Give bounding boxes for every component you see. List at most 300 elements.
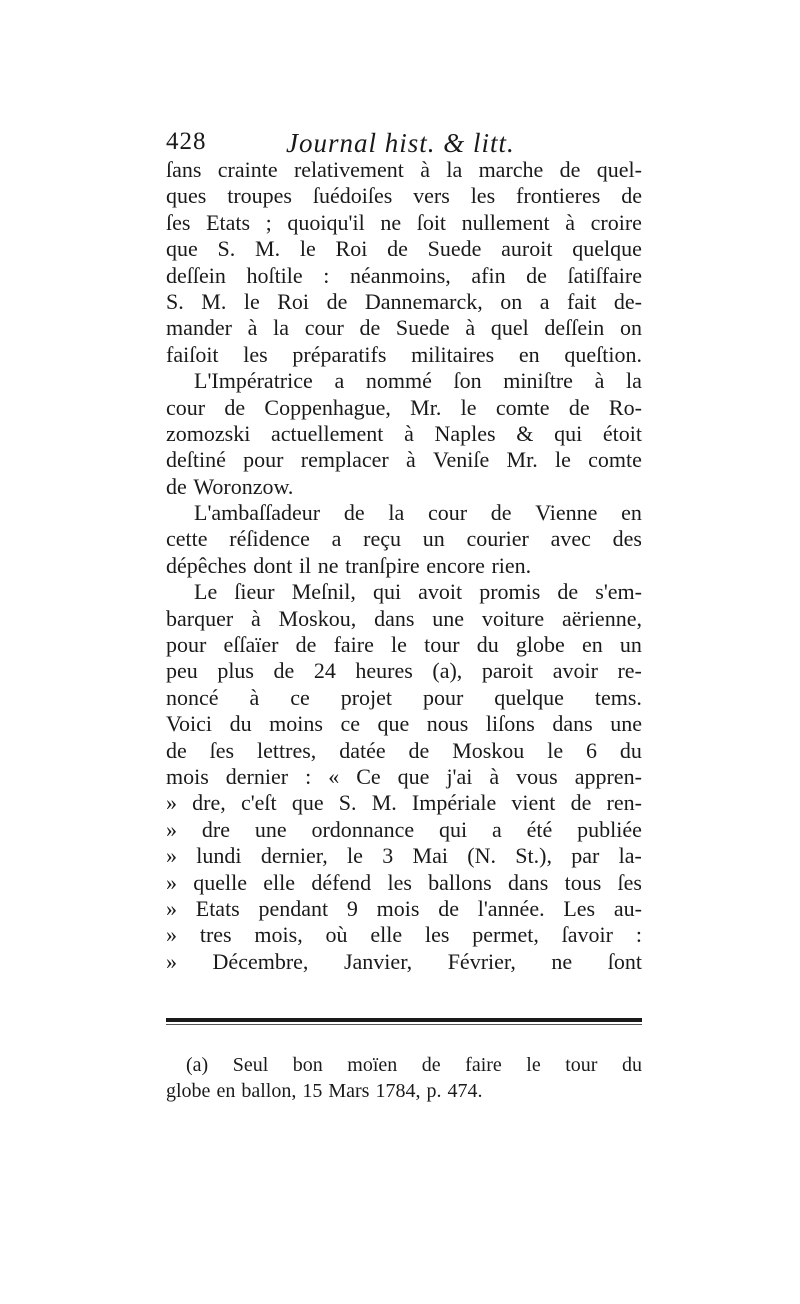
word: datée: [339, 737, 386, 763]
word: miniſtre: [503, 368, 573, 394]
word: Roi: [277, 288, 310, 314]
word: cette: [166, 526, 208, 552]
word: il: [298, 552, 312, 578]
word: Veniſe: [433, 447, 490, 473]
word: de: [526, 262, 547, 288]
word: de: [438, 895, 459, 921]
word: L'Impératrice: [194, 368, 313, 394]
footnote-rule: [166, 1018, 642, 1022]
word: »: [166, 922, 177, 948]
word: (N.: [467, 843, 496, 869]
word: Etats: [195, 895, 240, 921]
word: que: [377, 711, 410, 737]
word: frontieres: [516, 183, 601, 209]
text-line: [166, 236, 642, 262]
word: où: [325, 922, 348, 948]
word: vous: [516, 763, 558, 789]
word: le: [299, 236, 316, 262]
word: Dannemarck,: [364, 288, 483, 314]
word: cour: [304, 315, 344, 341]
word: ordonnance: [311, 816, 415, 842]
word: ſatiſfaire: [567, 262, 642, 288]
text-line: [166, 289, 642, 315]
word: de: [295, 632, 317, 658]
word: étoit: [602, 420, 642, 446]
text-line: [166, 183, 642, 209]
word: lundi: [196, 843, 242, 869]
word: »: [166, 790, 177, 816]
word: aërienne,: [561, 605, 642, 631]
word: ren-: [606, 790, 642, 816]
word: mander: [166, 315, 232, 341]
word: quelque: [494, 684, 564, 710]
quoted-line: [166, 817, 642, 843]
word: »: [166, 948, 177, 974]
word: cour: [427, 500, 468, 526]
word: ſes: [209, 737, 235, 763]
word: à: [420, 157, 431, 182]
word: faire: [333, 632, 374, 658]
word: St.),: [515, 843, 552, 869]
word: reçu: [363, 526, 402, 552]
word: peu: [166, 658, 198, 684]
word: faire: [465, 1054, 502, 1076]
word: en: [216, 1080, 236, 1102]
word: ne: [380, 209, 402, 235]
text-line: [166, 210, 642, 236]
word: à: [594, 368, 605, 394]
word: militaires: [411, 341, 495, 367]
word: deſſein: [544, 315, 605, 341]
word: projet: [340, 684, 393, 710]
word: promis: [479, 579, 541, 605]
word: comte: [495, 394, 550, 420]
word: 1784,: [375, 1080, 421, 1102]
word: le: [347, 843, 363, 869]
word: ſes: [617, 869, 642, 895]
word: avoir: [552, 658, 598, 684]
word: tous: [564, 869, 602, 895]
word: en: [621, 500, 642, 526]
word: quelle: [193, 869, 248, 895]
word: tour: [424, 632, 460, 658]
word: eſſaïer: [223, 632, 279, 658]
word: Naples: [434, 420, 496, 446]
word: c'eſt: [240, 790, 277, 816]
quoted-line: [166, 790, 642, 816]
word: à: [565, 209, 576, 235]
word: (a),: [432, 658, 463, 684]
word: j'ai: [446, 763, 473, 789]
word: de: [166, 737, 187, 763]
word: par: [571, 843, 600, 869]
text-line: [166, 526, 642, 552]
word: Moskou: [452, 737, 525, 763]
word: le: [391, 632, 407, 658]
text-line: [166, 738, 642, 764]
word: la-: [618, 843, 642, 869]
word: barquer: [166, 605, 234, 631]
word: queſtion.: [564, 341, 642, 367]
word: qui: [554, 420, 583, 446]
word: marche: [478, 157, 544, 182]
word: à: [405, 447, 416, 473]
word: S.: [166, 288, 184, 314]
word: »: [166, 843, 177, 869]
word: une: [254, 816, 287, 842]
word: ſavoir: [561, 922, 613, 948]
word: paroit: [481, 658, 534, 684]
word: de: [408, 737, 430, 763]
word: de: [326, 288, 348, 314]
word: ne: [317, 552, 339, 578]
word: la: [446, 157, 463, 182]
word: zomozski: [166, 420, 251, 446]
word: un: [422, 526, 445, 552]
word: la: [388, 500, 405, 526]
word: cour: [166, 394, 206, 420]
word: moïen: [347, 1054, 398, 1076]
word: elle: [370, 922, 403, 948]
text-line: [166, 263, 642, 289]
word: Roi: [335, 236, 368, 262]
word: Ce: [356, 763, 381, 789]
word: ques: [166, 183, 207, 209]
word: re-: [617, 658, 642, 684]
word: a: [539, 288, 550, 314]
word: Décembre,: [212, 948, 309, 974]
word: tres: [199, 922, 232, 948]
word: (a): [186, 1054, 209, 1076]
text-line: [166, 606, 642, 632]
word: qui: [438, 816, 468, 842]
word: été: [526, 816, 553, 842]
word: Suede: [395, 315, 450, 341]
word: »: [166, 816, 177, 842]
word: ſon: [453, 368, 482, 394]
word: dont: [253, 552, 293, 578]
word: Coppenhague,: [264, 394, 391, 420]
word: on: [619, 315, 642, 341]
word: mois: [376, 895, 420, 921]
word: à: [489, 763, 500, 789]
word: quelque: [572, 236, 642, 262]
word: Voici: [166, 711, 213, 737]
word: p.: [426, 1080, 442, 1102]
word: bon: [292, 1054, 323, 1076]
word: 15: [302, 1080, 323, 1102]
footnote-rule-thin: [166, 1024, 642, 1025]
text-line: [166, 315, 642, 341]
word: pour: [422, 684, 464, 710]
word: L'ambaſſadeur: [194, 500, 321, 526]
word: tranſpire: [345, 552, 420, 578]
word: ballon,: [241, 1080, 297, 1102]
word: ſuédoiſes: [312, 183, 393, 209]
text-line: [166, 764, 642, 790]
word: ballons: [428, 869, 492, 895]
word: nullement: [461, 209, 550, 235]
word: quel-: [596, 157, 642, 182]
word: une: [610, 711, 642, 737]
word: du: [476, 632, 499, 658]
word: de-: [613, 288, 642, 314]
word: Woronzow.: [193, 473, 294, 499]
word: liſons: [485, 711, 535, 737]
text-line: [166, 658, 642, 684]
footnote-line: [166, 1078, 642, 1104]
word: a: [334, 368, 345, 394]
word: :: [323, 262, 330, 288]
word: afin: [471, 262, 506, 288]
word: avoit: [418, 579, 463, 605]
word: du: [229, 711, 252, 737]
word: l'année.: [477, 895, 545, 921]
word: les: [243, 341, 268, 367]
paragraph-start-line: [166, 579, 642, 605]
word: ſoit: [416, 209, 447, 235]
text-line: [166, 711, 642, 737]
word: crainte: [217, 157, 278, 182]
word: »: [166, 869, 177, 895]
word: faiſoit: [166, 341, 219, 367]
quoted-line: [166, 843, 642, 869]
word: Mars: [328, 1080, 370, 1102]
word: la: [626, 368, 642, 394]
word: &: [516, 420, 534, 446]
word: on: [500, 288, 523, 314]
word: 6: [586, 737, 598, 763]
word: vient: [511, 790, 556, 816]
word: rien.: [491, 552, 532, 578]
word: publiée: [577, 816, 642, 842]
word: globe: [515, 632, 565, 658]
text-line: [166, 421, 642, 447]
word: à: [247, 315, 258, 341]
word: 474.: [447, 1080, 483, 1102]
word: de: [570, 790, 592, 816]
word: de: [557, 579, 579, 605]
word: le: [547, 737, 564, 763]
word: de: [166, 473, 187, 499]
text-line: [166, 157, 642, 183]
text-line: [166, 632, 642, 658]
text-line: [166, 447, 642, 473]
word: en: [518, 341, 540, 367]
word: dépêches: [166, 552, 247, 578]
word: moins: [269, 711, 323, 737]
word: a: [331, 526, 342, 552]
word: croire: [590, 209, 642, 235]
word: fait: [567, 288, 597, 314]
word: a: [491, 816, 502, 842]
word: globe: [166, 1080, 211, 1102]
word: une: [432, 605, 464, 631]
word: ſans: [166, 157, 202, 182]
word: de: [224, 394, 246, 420]
word: tems.: [594, 684, 642, 710]
word: à: [465, 315, 476, 341]
word: encore: [426, 552, 485, 578]
word: »: [166, 895, 177, 921]
body-text: [166, 157, 642, 975]
word: heures: [355, 658, 413, 684]
word: de: [343, 500, 365, 526]
word: du: [621, 1054, 642, 1076]
word: noncé: [166, 684, 219, 710]
word: en: [581, 632, 603, 658]
word: le: [526, 1054, 541, 1076]
word: néanmoins,: [349, 262, 451, 288]
word: du: [619, 737, 642, 763]
word: deſtiné: [166, 447, 226, 473]
word: la: [273, 315, 289, 341]
word: lettres,: [257, 737, 317, 763]
word: nous: [426, 711, 469, 737]
word: de: [359, 315, 381, 341]
word: mois: [166, 763, 209, 789]
word: à: [249, 684, 260, 710]
word: dre: [201, 816, 230, 842]
word: dernier,: [260, 843, 328, 869]
word: de: [273, 658, 295, 684]
word: un: [619, 632, 642, 658]
word: S.: [338, 790, 357, 816]
word: nommé: [365, 368, 432, 394]
word: de: [490, 500, 512, 526]
page-number: 428: [166, 128, 207, 155]
word: deſſein: [166, 262, 226, 288]
quoted-line: [166, 922, 642, 948]
word: :: [305, 763, 312, 789]
word: comte: [588, 447, 642, 473]
word: tour: [565, 1054, 598, 1076]
word: des: [612, 526, 642, 552]
word: ;: [265, 209, 272, 235]
word: plus: [217, 658, 254, 684]
word: ne: [551, 948, 573, 974]
word: dans: [374, 605, 415, 631]
word: ſes: [166, 209, 191, 235]
word: Seul: [232, 1054, 269, 1076]
word: pendant: [258, 895, 329, 921]
word: s'em-: [595, 579, 642, 605]
word: de: [621, 183, 642, 209]
word: 3: [382, 843, 394, 869]
word: voiture: [481, 605, 545, 631]
word: quoiqu'il: [287, 209, 365, 235]
word: dans: [552, 711, 593, 737]
word: M.: [371, 790, 397, 816]
word: le: [554, 447, 571, 473]
word: Etats: [206, 209, 251, 235]
word: quel: [490, 315, 529, 341]
word: le: [243, 288, 260, 314]
word: permet,: [472, 922, 539, 948]
word: appren-: [574, 763, 642, 789]
word: Suede: [427, 236, 482, 262]
word: Février,: [447, 948, 516, 974]
word: M.: [201, 288, 227, 314]
word: Les: [563, 895, 596, 921]
word: «: [328, 763, 340, 789]
word: S.: [217, 236, 236, 262]
paragraph-end-line: [166, 553, 642, 579]
word: de: [568, 394, 590, 420]
footnote-line: [166, 1052, 642, 1078]
text-line: [166, 395, 642, 421]
word: de: [559, 157, 581, 182]
word: :: [635, 922, 642, 948]
word: Janvier,: [343, 948, 413, 974]
word: Ro-: [608, 394, 642, 420]
word: à: [251, 605, 261, 631]
word: Le: [194, 579, 218, 605]
word: Mr.: [410, 394, 442, 420]
word: 9: [346, 895, 358, 921]
word: hoſtile: [246, 262, 303, 288]
footnote: [166, 1052, 642, 1104]
word: relativement: [293, 157, 404, 182]
word: défend: [311, 869, 372, 895]
word: ce: [290, 684, 310, 710]
word: de: [421, 1054, 441, 1076]
word: pour: [166, 632, 207, 658]
word: actuellement: [271, 420, 384, 446]
word: vers: [413, 183, 450, 209]
running-title: Journal hist. & litt.: [286, 128, 515, 158]
word: dre,: [192, 790, 226, 816]
word: qui: [372, 579, 402, 605]
quoted-line: [166, 896, 642, 922]
paragraph-end-line: [166, 474, 642, 500]
word: préparatifs: [292, 341, 387, 367]
word: Mr.: [506, 447, 538, 473]
word: que: [291, 790, 324, 816]
word: remplacer: [300, 447, 389, 473]
word: courier: [466, 526, 529, 552]
word: Mai: [412, 843, 448, 869]
quoted-line: [166, 870, 642, 896]
word: les: [387, 869, 412, 895]
paragraph-start-line: [166, 500, 642, 526]
word: dernier: [225, 763, 289, 789]
word: Meſnil,: [291, 579, 356, 605]
word: à: [404, 420, 414, 446]
word: que: [397, 763, 430, 789]
word: les: [470, 183, 496, 209]
word: Vienne: [535, 500, 598, 526]
word: ce: [340, 711, 360, 737]
word: Impériale: [411, 790, 497, 816]
paragraph-start-line: [166, 368, 642, 394]
word: elle: [263, 869, 296, 895]
word: que: [166, 236, 198, 262]
word: troupes: [227, 183, 292, 209]
word: les: [424, 922, 450, 948]
word: 24: [313, 658, 336, 684]
word: M.: [255, 236, 281, 262]
word: Moskou,: [278, 605, 357, 631]
word: mois,: [254, 922, 303, 948]
word: au-: [613, 895, 642, 921]
word: dans: [508, 869, 549, 895]
word: avec: [550, 526, 591, 552]
text-line: [166, 685, 642, 711]
word: pour: [243, 447, 284, 473]
word: réſidence: [229, 526, 310, 552]
word: ſieur: [234, 579, 275, 605]
